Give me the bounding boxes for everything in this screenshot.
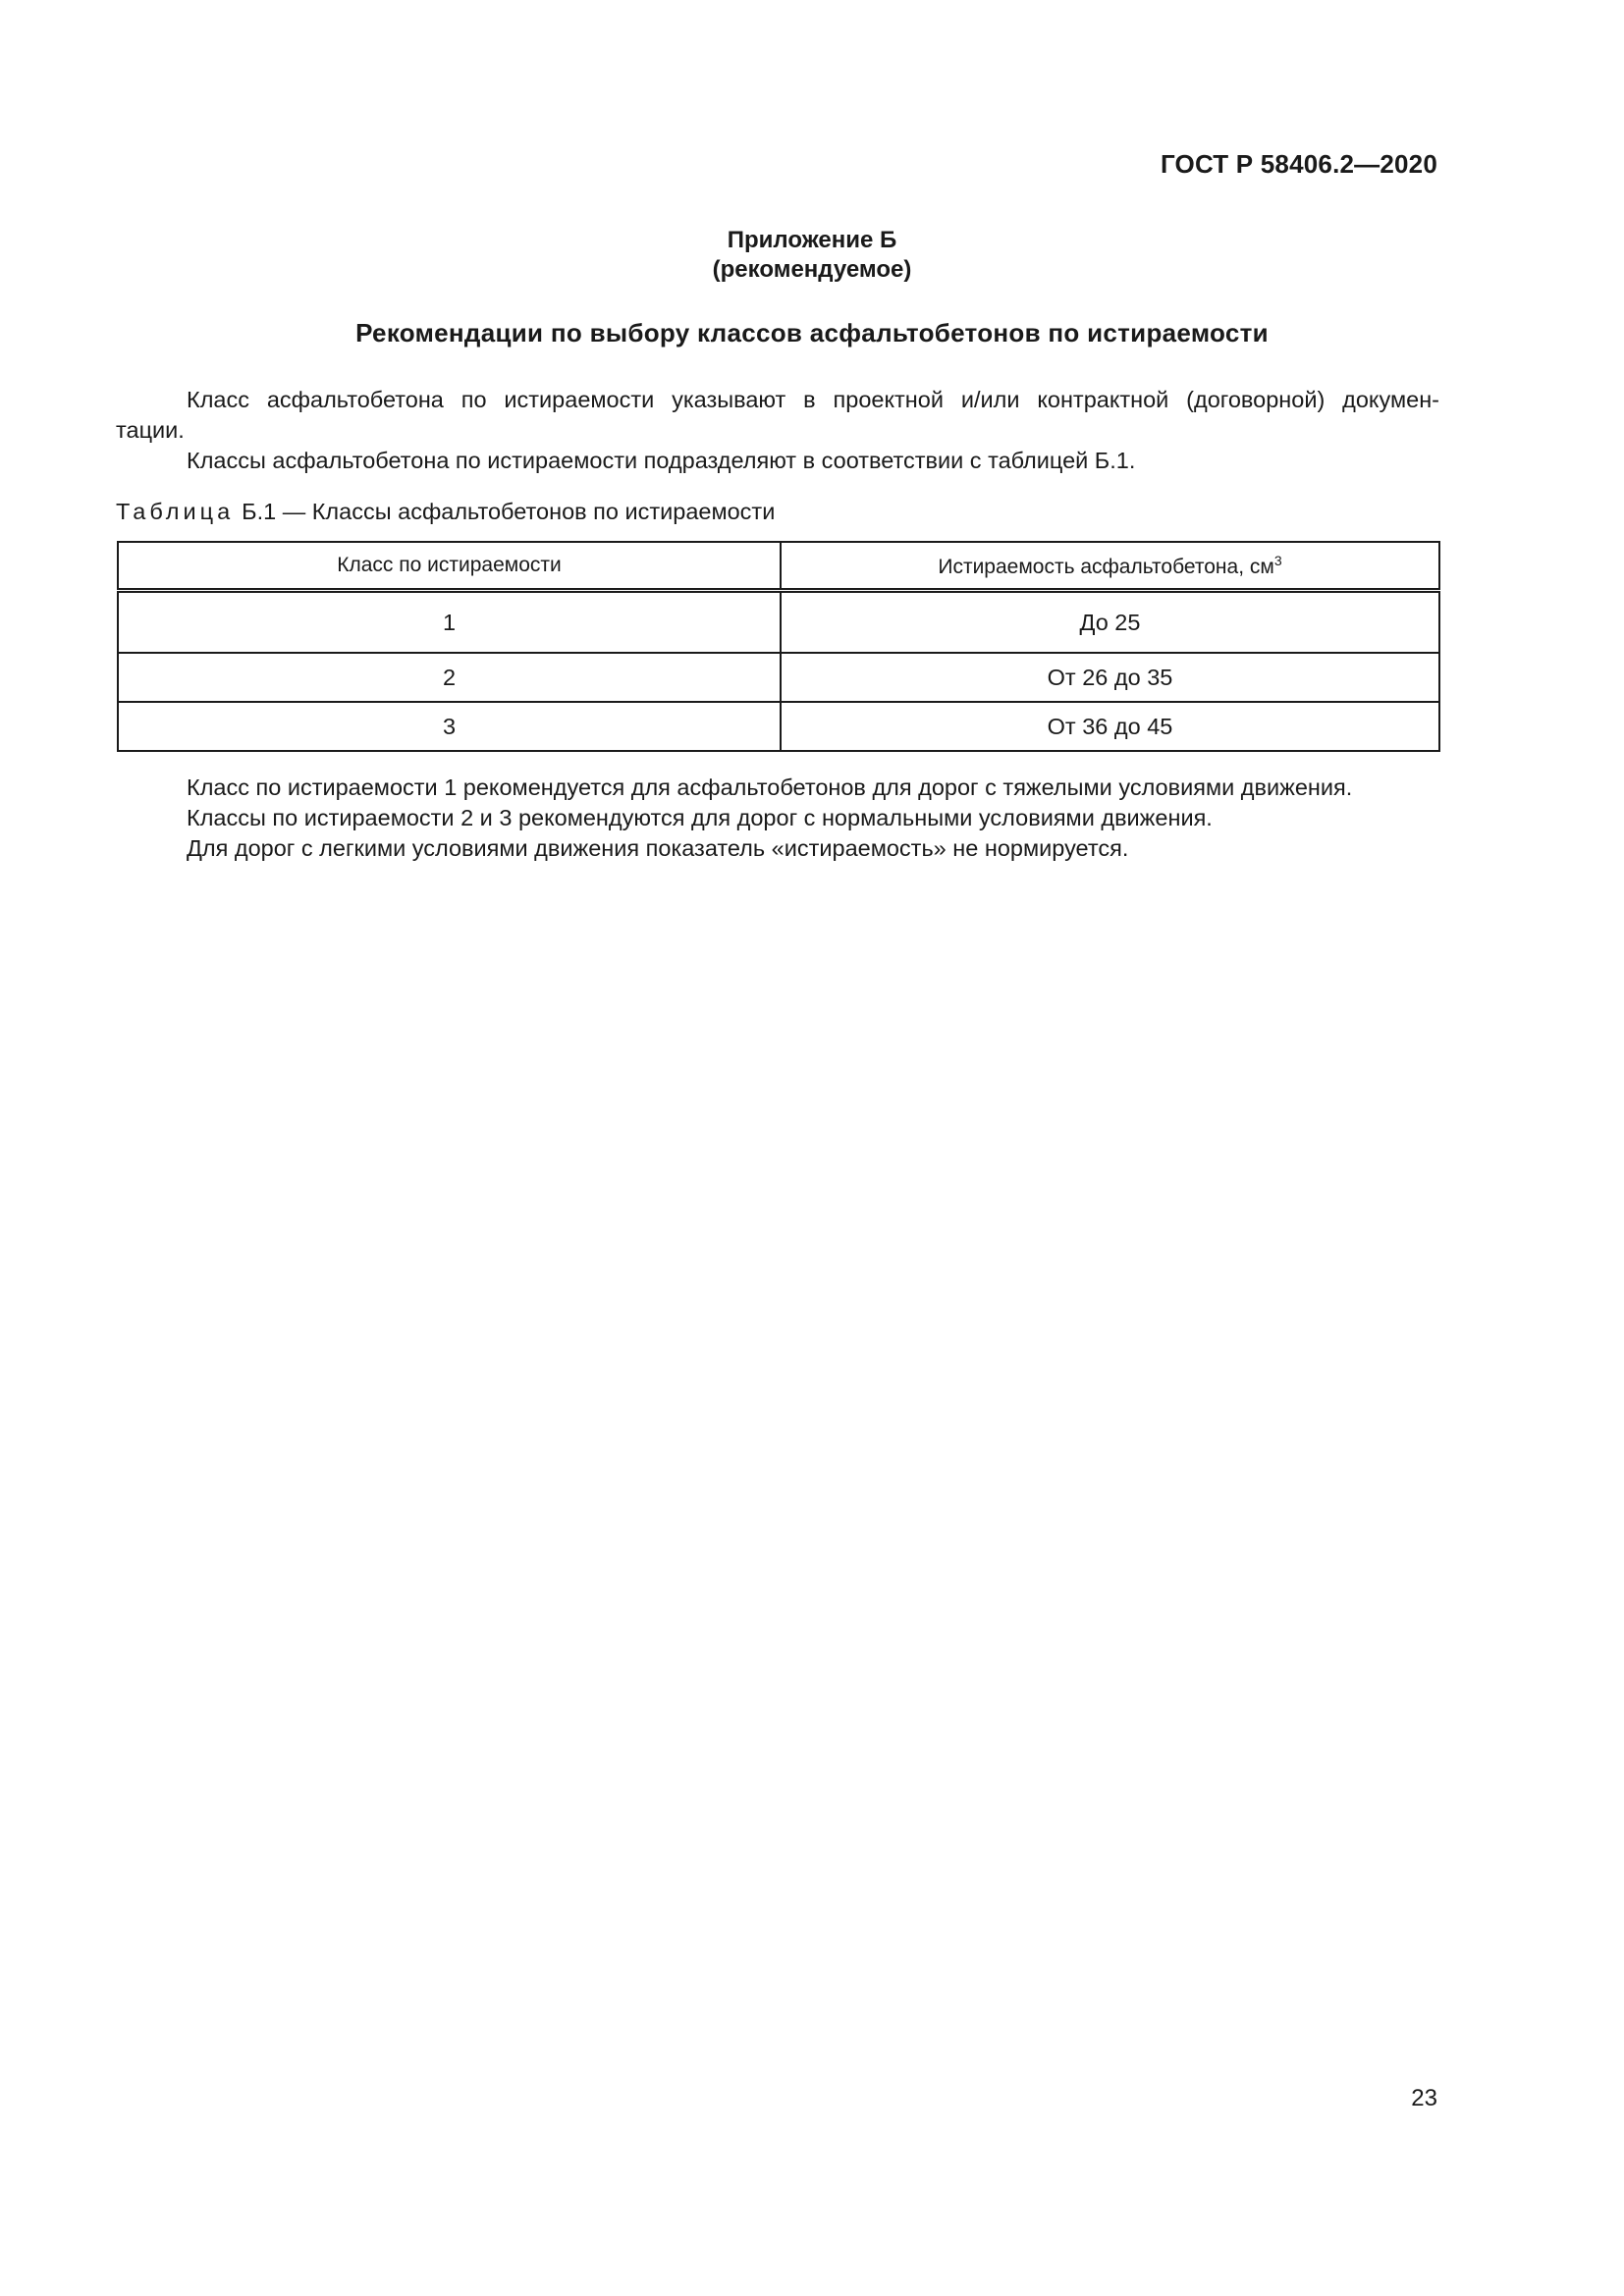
section-heading: Рекомендации по выбору классов асфальтобетонов по истираемости [355, 318, 1269, 347]
table-header-abrasion [781, 542, 1439, 591]
table-header-row [118, 542, 1439, 591]
annex-title-block [0, 226, 1624, 285]
paragraph-1-line-2: тации. [116, 417, 185, 443]
table-row [118, 653, 1439, 702]
table-cell-value: До 25 [781, 591, 1439, 654]
table-header-abrasion-sup: 3 [1273, 552, 1282, 568]
note-line: Классы по истираемости 2 и 3 рекомендуются для дорог с нормальными условиями движения. [187, 805, 1213, 830]
annex-title: Приложение Б [727, 227, 897, 253]
note-line: Класс по истираемости 1 рекомендуется для асфальтобетонов для дорог с тяжелыми условиями движения. [187, 774, 1353, 800]
table-caption-text: Б.1 — Классы асфальтобетонов по истираемости [242, 499, 776, 524]
table-header-class: Класс по истираемости [118, 542, 781, 591]
table-caption-label: Таблица [116, 499, 235, 524]
table-row [118, 591, 1439, 654]
table-caption [116, 499, 775, 525]
table-header-abrasion-text: Истираемость асфальтобетона, см [938, 555, 1274, 578]
abrasion-classes-table [117, 541, 1440, 752]
table-cell-class: 2 [118, 653, 781, 702]
table-cell-class: 3 [118, 702, 781, 751]
annex-subtitle: (рекомендуемое) [712, 256, 912, 283]
notes-block [187, 773, 1352, 864]
document-code: ГОСТ Р 58406.2—2020 [1160, 149, 1437, 179]
table-cell-value: От 26 до 35 [781, 653, 1439, 702]
table-row [118, 702, 1439, 751]
paragraph-2: Классы асфальтобетона по истираемости подразделяют в соответствии с таблицей Б.1. [187, 448, 1136, 473]
page-number: 23 [1411, 2085, 1437, 2111]
note-line: Для дорог с легкими условиями движения показатель «истираемость» не нормируется. [187, 835, 1129, 861]
paragraph-1 [116, 385, 1439, 446]
table-cell-value: От 36 до 45 [781, 702, 1439, 751]
table-cell-class: 1 [118, 591, 781, 654]
paragraph-1-line-1: Класс асфальтобетона по истираемости указывают в проектной и/или контрактной (договорной) докумен- [187, 387, 1439, 412]
